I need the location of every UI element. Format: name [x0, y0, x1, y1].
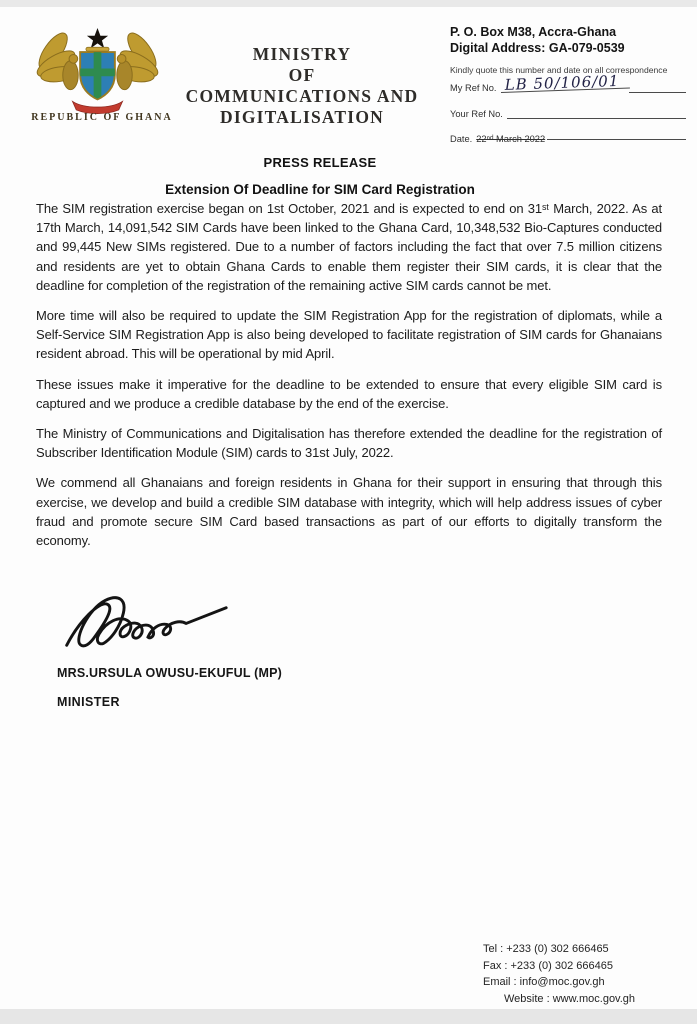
- letterhead-contact-block: [450, 24, 686, 144]
- paragraph-2: More time will also be required to update the SIM Registration App for the registration of diplomats, while a Self-Service SIM Registration App is also being developed to facilitate registration of SIM cards for Ghanaians resident abroad. This will be operational by mid April.: [36, 308, 662, 362]
- date-row: [450, 130, 686, 144]
- ghana-coat-of-arms-icon: [30, 22, 165, 114]
- ministry-title: [168, 44, 436, 128]
- footer-email: Email : info@moc.gov.gh: [483, 976, 605, 988]
- minister-title: MINISTER: [57, 695, 120, 709]
- scan-edge-top: [0, 0, 697, 7]
- black-star-icon: [87, 28, 108, 48]
- footer-tel: Tel : +233 (0) 302 666465: [483, 943, 609, 955]
- paragraph-1: The SIM registration exercise began on 1st October, 2021 and is expected to end on 31ˢᵗ March, 2022. As at 17th March, 14,091,542 SIM Cards have been linked to the Ghana Card, 10,348,532 Bio-Captures conducted and 99,445 New SIMs registered. Due to a number of factors including the fact that over 7.5 million citizens and residents are yet to obtain Ghana Cards to enable them register their SIM cards, it is clear that the deadline for completion of the registration of the remaining active SIM cards cannot be met.: [36, 201, 662, 293]
- footer-fax: Fax : +233 (0) 302 666465: [483, 959, 613, 972]
- scan-edge-bottom: [0, 1009, 697, 1024]
- footer-website: Website : www.moc.gov.gh: [504, 992, 636, 1005]
- minister-name: MRS.URSULA OWUSU-EKUFUL (MP): [57, 666, 283, 680]
- subject-heading: Extension Of Deadline for SIM Card Registration: [165, 182, 475, 197]
- your-ref-row: [450, 105, 686, 119]
- quote-note: Kindly quote this number and date on all correspondence: [450, 65, 668, 75]
- my-ref-handwritten-value: LB 50/106/01: [500, 74, 629, 93]
- digital-address-line: Digital Address: GA-079-0539: [450, 41, 625, 55]
- paragraph-3: These issues make it imperative for the deadline to be extended to ensure that every eligible SIM card is captured and we produce a credible database by the end of the exercise.: [36, 376, 662, 411]
- date-rule: [547, 139, 686, 140]
- document-headings: [0, 155, 640, 197]
- your-ref-rule: [507, 118, 686, 119]
- date-label: Date.: [450, 134, 473, 144]
- ministry-title-line: COMMUNICATIONS AND: [185, 86, 419, 106]
- my-ref-row: [450, 71, 686, 94]
- minister-signature: [50, 585, 263, 664]
- my-ref-label: My Ref No.: [450, 83, 497, 93]
- my-ref-rule: [629, 92, 686, 93]
- paragraph-4: The Ministry of Communications and Digitalisation has therefore extended the deadline for the registration of Subscriber Identification Module (SIM) cards to 31st July, 2022.: [36, 426, 662, 461]
- your-ref-label: Your Ref No.: [450, 109, 503, 119]
- ministry-title-line: MINISTRY: [252, 44, 352, 64]
- ministry-title-line: DIGITALISATION: [220, 107, 384, 127]
- paragraph-5: We commend all Ghanaians and foreign residents in Ghana for their support in ensuring that through this exercise, we develop and build a credible SIM database with integrity, which will help address issues of cyber fraud and promote secure SIM Card based transactions as part of our efforts to digitally transform the economy.: [36, 475, 662, 549]
- ministry-title-line: OF: [288, 65, 316, 85]
- body-text: [36, 199, 662, 561]
- date-value: 22ⁿᵈ March 2022: [476, 134, 546, 144]
- po-box-line: P. O. Box M38, Accra-Ghana: [450, 25, 617, 39]
- republic-of-ghana-label: REPUBLIC OF GHANA: [31, 112, 173, 123]
- press-release-heading: PRESS RELEASE: [263, 155, 377, 170]
- footer-contact-block: [483, 941, 635, 1007]
